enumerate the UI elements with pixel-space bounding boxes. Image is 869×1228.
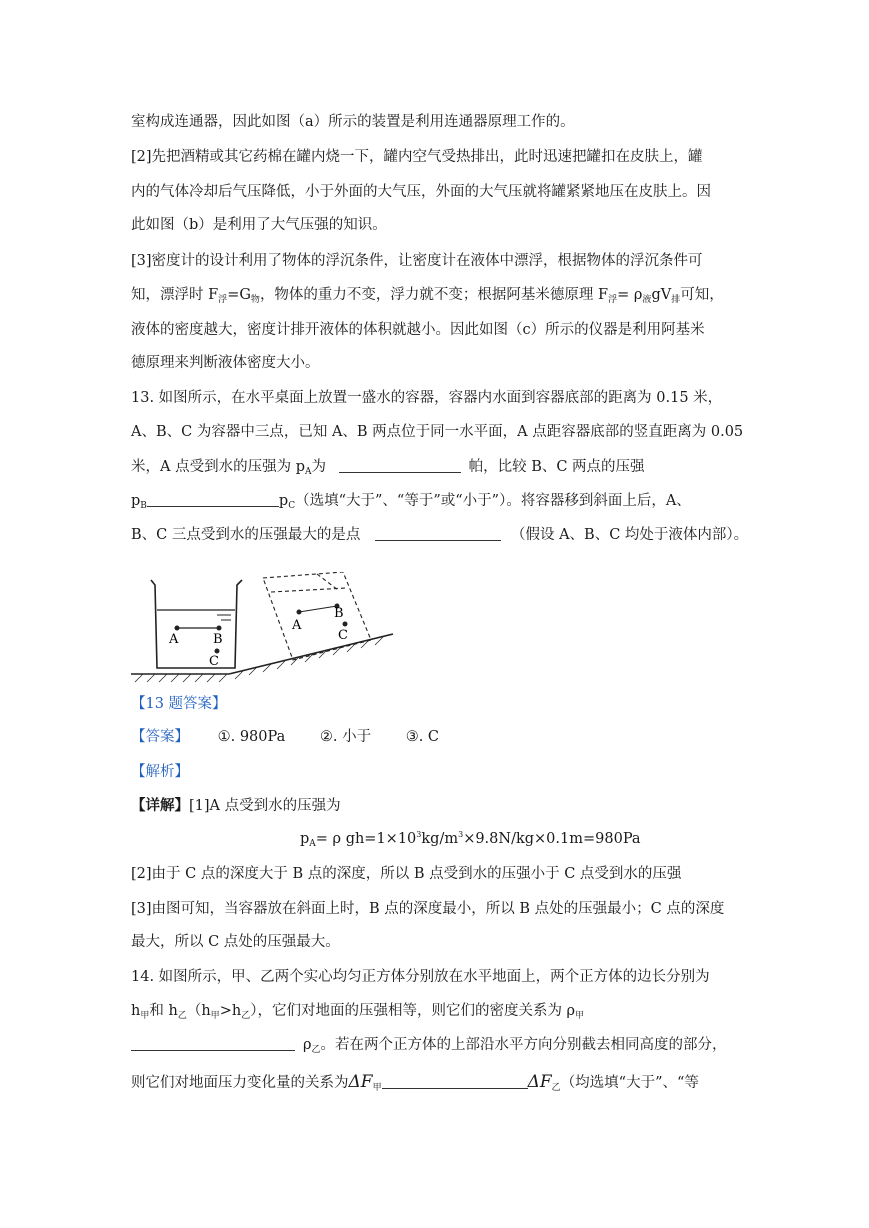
eq-seg: p (300, 831, 310, 847)
analysis-label: 【解析】 (131, 764, 189, 780)
text-line: [2]先把酒精或其它药棉在罐内烧一下，罐内空气受热排出，此时迅速把罐扣在皮肤上，罐 (131, 149, 703, 165)
subscript: 浮 (218, 295, 228, 305)
text-seg: 为 (311, 459, 326, 475)
answer-blank[interactable] (339, 458, 461, 473)
tilted-point-a (297, 610, 302, 615)
subscript: 物 (250, 295, 260, 305)
tilted-container (263, 572, 371, 660)
text-seg: =G (227, 287, 251, 303)
text-line: [3]由图可知，当容器放在斜面上时，B 点的深度最小，所以 B 点处的压强最小；C 点的深度 (131, 901, 725, 917)
answer-header: 【13 题答案】 (131, 696, 227, 712)
subscript: 乙 (241, 1011, 251, 1021)
detail-label: 【详解】 (131, 797, 189, 814)
subscript: 甲 (372, 1083, 382, 1093)
detail-line (131, 796, 341, 816)
subscript: 乙 (551, 1083, 561, 1093)
text-seg: p (278, 493, 289, 509)
answer-1: ①. 980Pa (217, 729, 286, 745)
text-line: [2]由于 C 点的深度大于 B 点的深度，所以 B 点受到水的压强小于 C 点受到水的压强 (131, 866, 682, 882)
subscript: A (309, 839, 316, 849)
tilted-level-line (299, 606, 337, 612)
label-b: B (213, 632, 223, 647)
answer-blank[interactable] (147, 492, 279, 507)
answer-3: ③. C (405, 729, 440, 745)
eq-seg: = ρ gh=1×10 (315, 831, 417, 847)
text-line (131, 285, 724, 310)
text-seg: 可知， (680, 287, 724, 303)
text-line: 此如图（b）是利用了大气压强的知识。 (131, 217, 387, 233)
question-14-line (131, 1035, 727, 1060)
answer-line (131, 727, 439, 747)
text-line: 最大，所以 C 点处的压强最大。 (131, 934, 340, 950)
text-line: 内的气体冷却后气压降低，小于外面的大气压，外面的大气压就将罐紧紧地压在皮肤上。因 (131, 184, 711, 200)
question-13-line (131, 491, 691, 516)
container-figure (131, 572, 393, 684)
question-13-line (131, 525, 748, 545)
text-seg: >h (219, 1003, 242, 1019)
subscript: 甲 (210, 1011, 220, 1021)
subscript: 乙 (177, 1011, 187, 1021)
text-seg: 米，A 点受到水的压强为 p (131, 459, 305, 475)
label-c: C (209, 654, 219, 669)
subscript: 液 (642, 295, 652, 305)
text-line: [3]密度计的设计利用了物体的浮沉条件，让密度计在液体中漂浮，根据物体的浮沉条件可 (131, 253, 703, 269)
point-c (215, 649, 220, 654)
subscript: 甲 (140, 1011, 150, 1021)
text-seg: 知，漂浮时 F (131, 287, 219, 303)
eq-seg: kg/m (421, 831, 459, 847)
answer-label: 【答案】 (131, 729, 189, 745)
equation (300, 830, 641, 849)
text-seg: B、C 三点受到水的压强最大的是点 (131, 527, 361, 543)
beaker (151, 580, 242, 668)
answer-blank[interactable] (375, 526, 501, 541)
text-seg: 和 h (149, 1003, 178, 1019)
delta-f: ΔF (527, 1072, 552, 1092)
text-seg: 帕，比较 B、C 两点的压强 (468, 459, 645, 475)
text-seg: 则它们对地面压力变化量的关系为 (131, 1075, 349, 1091)
question-14-line: 14. 如图所示，甲、乙两个实心均匀正方体分别放在水平地面上，两个正方体的边长分别为 (131, 969, 710, 985)
question-13-line: 13. 如图所示，在水平桌面上放置一盛水的容器，容器内水面到容器底部的距离为 0.15 米， (131, 390, 723, 406)
subscript: C (288, 501, 296, 511)
subscript: 乙 (311, 1045, 321, 1055)
question-13-line (131, 457, 645, 482)
question-14-line (131, 1072, 699, 1098)
text-seg: （h (186, 1003, 211, 1019)
subscript: B (140, 501, 147, 511)
text-seg: [1]A 点受到水的压强为 (189, 798, 341, 814)
question-14-line (131, 1001, 584, 1026)
text-seg: ，物体的重力不变，浮力就不变；根据阿基米德原理 F (259, 287, 609, 303)
tilted-label-b: B (334, 606, 344, 621)
answer-blank[interactable] (382, 1074, 528, 1089)
incline-surface (229, 634, 393, 674)
label-a: A (169, 632, 179, 647)
subscript: 甲 (575, 1011, 585, 1021)
superscript: 3 (416, 830, 422, 839)
text-line: 液体的密度越大，密度计排开液体的体积就越小。因此如图（c）所示的仪器是利用阿基米 (131, 322, 705, 338)
text-seg: p (131, 493, 141, 509)
question-13-line: A、B、C 为容器中三点，已知 A、B 两点位于同一水平面，A 点距容器底部的竖直距离为 0.05 (131, 424, 744, 440)
text-seg: h (131, 1003, 141, 1019)
text-line: 德原理来判断液体密度大小。 (131, 355, 320, 371)
eq-seg: ×9.8N/kg×0.1m=980Pa (463, 831, 641, 847)
superscript: 3 (458, 830, 464, 839)
text-seg: = ρ (617, 287, 643, 303)
answer-2: ②. 小于 (319, 729, 372, 745)
text-line: 室构成连通器，因此如图（a）所示的装置是利用连通器原理工作的。 (131, 114, 575, 130)
point-a (175, 626, 180, 631)
subscript: A (304, 467, 312, 477)
text-seg: （均选填“大于”、“等 (560, 1075, 699, 1091)
text-seg: gV (651, 287, 672, 303)
tilted-point-c (343, 622, 348, 627)
subscript: 浮 (608, 295, 618, 305)
point-b (217, 626, 222, 631)
subscript: 排 (671, 295, 681, 305)
delta-f: ΔF (348, 1072, 373, 1092)
tilted-label-c: C (338, 628, 348, 643)
text-seg: 。若在两个正方体的上部沿水平方向分别截去相同高度的部分， (320, 1037, 727, 1053)
text-seg: （选填“大于”、“等于”或“小于”）。将容器移到斜面上后，A、 (295, 493, 691, 509)
answer-blank[interactable] (131, 1036, 295, 1051)
text-seg: ），它们对地面的压强相等，则它们的密度关系为 ρ (250, 1003, 576, 1019)
text-seg: （假设 A、B、C 均处于液体内部）。 (510, 527, 749, 543)
text-seg: ρ (303, 1037, 312, 1053)
tilted-label-a: A (292, 618, 302, 633)
